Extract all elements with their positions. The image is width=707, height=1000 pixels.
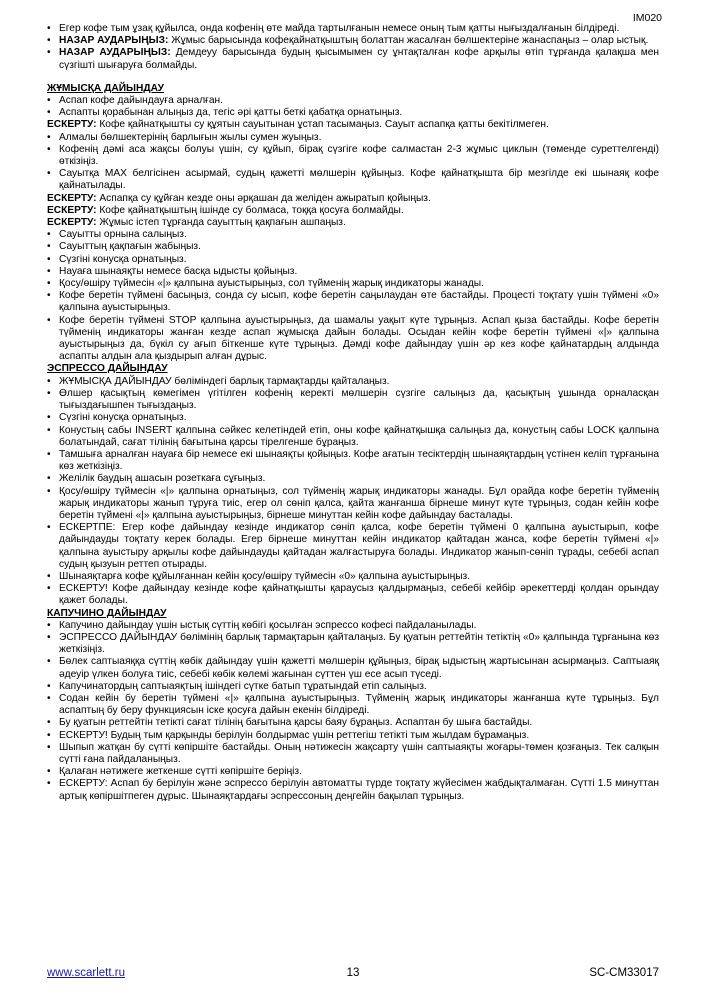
page-number: 13: [346, 967, 360, 979]
item-text: Аспапқа су құйған кезде оны әрқашан да желіден ажыратып қойыңыз.: [96, 192, 431, 204]
list-item: [47, 425, 659, 449]
item-text: ЖҰМЫСҚА ДАЙЫНДАУ бөліміндегі барлық тармақтарды қайталаңыз.: [59, 375, 390, 387]
list-item: [47, 583, 659, 607]
item-text: ЕСКЕРТУ: Аспап бу берілуін және эспрессо берілуін автоматты түрде тоқтату жүйесімен жабдықталмаған. Сүтті 1.5 минуттан артық көпіршітпеген дұрыс. Шынаяқтардағы эспрессоның деңгейін бақылап тұрыңыз.: [59, 778, 659, 802]
item-text: ЕСКЕРТУ! Будың тым қарқынды берілуін болдырмас үшін реттегіш тетікті тым жылдам бұрамаңыз.: [59, 729, 530, 741]
list-item: [47, 23, 659, 35]
model-code: IM020: [632, 12, 662, 24]
item-text: Науаға шынаяқты немесе басқа ыдысты қойыңыз.: [59, 265, 298, 277]
list-item: [47, 278, 659, 290]
list-item: [47, 571, 659, 583]
list-item: [47, 632, 659, 656]
item-text: Өлшер қасықтың көмегімен үгітілген кофенің керекті мөлшерін сүзгіге салыңыз да, қасықтың ұшында орналасқан тығыздағышпен тығыздаңыз.: [59, 387, 659, 412]
item-text: Бөлек саптыаяққа сүттің көбік дайындау үшін қажетті мөлшерін құйыңыз, бірақ ыдыстың жартысынан асырмаңыз. Саптыаяқ әдеуір үлкен болуға тиіс, себебі көбік көлемі жағынан сүттен үш есе асып түседі.: [59, 656, 659, 680]
item-text: Капучинатордың саптыаяқтың ішіндегі сүтке батып тұратындай етіп салыңыз.: [59, 680, 427, 692]
list-item: [47, 681, 659, 693]
item-text: Содан кейін бу беретін түймені «|» қалпына ауыстырыңыз. Түйменің жарық индикаторы жанғанша күте тұрыңыз. Бұл аспаптың бу беру функциясын іске қосуға дайын екенін білдіреді.: [59, 692, 659, 717]
item-text: Тамшыға арналған науаға бір немесе екі шынаяқты қойыңыз. Кофе ағатын тесіктердің шынаяқтардың үстінен келіп тұрғанына көз жеткізіңіз.: [59, 448, 659, 473]
warning-label: ЕСКЕРТУ:: [47, 192, 97, 204]
section-heading: ЖҰМЫСҚА ДАЙЫНДАУ: [47, 82, 164, 94]
item-text: Алмалы бөлшектерінің барлығын жылы сумен жуыңыз.: [59, 131, 322, 143]
item-text: Шынаяқтарға кофе құйылғаннан кейін қосу/өшіру түймесін «0» қалпына ауыстырыңыз.: [59, 570, 471, 582]
list-item: [47, 522, 659, 571]
item-text: Сауытты орнына салыңыз.: [59, 229, 187, 241]
list-item: [47, 730, 659, 742]
list-item: [47, 766, 659, 778]
item-text: Сауыттың қақпағын жабыңыз.: [59, 241, 201, 253]
document-code: SC-CM33017: [589, 967, 659, 979]
note-paragraph: [47, 119, 659, 131]
list-item: [47, 486, 659, 523]
list-item: [47, 620, 659, 632]
list-item: [47, 742, 659, 766]
item-text: ЕСКЕРТУ! Кофе дайындау кезінде кофе қайнатқышты қараусыз қалдырмаңыз, себебі кейбір әрекеттерді қолдан орындау қажет болады.: [59, 583, 659, 607]
list-item: [47, 266, 659, 278]
note-paragraph: [47, 193, 659, 205]
list-item: [47, 241, 659, 253]
section-heading: КАПУЧИНО ДАЙЫНДАУ: [47, 607, 167, 619]
item-text: Қосу/өшіру түймесін «|» қалпына ауыстырыңыз, сол түйменің жарық индикаторы жанады.: [59, 278, 484, 290]
item-text: Қосу/өшіру түймесін «|» қалпына орнатыңыз, сол түйменің жарық индикаторы жанады. Бұл орайда кофе беретін түйменің жарық индикаторы жанып тұруға тиіс, егер ол сөніп қалса, қайта жанғанша бірнеше минут күте тұрыңыз, содан кейін кофе беретін түймені «|» қалпына ауыстырыңыз, бірнеше минуттан кейін кофе дайындау басталады.: [59, 485, 659, 521]
item-text: Аспапты қорабынан алыңыз да, тегіс әрі қатты беткі қабатқа орнатыңыз.: [59, 107, 403, 119]
website-link[interactable]: www.scarlett.ru: [47, 967, 125, 979]
item-text: Сауытқа MAX белгісінен асырмай, судың қажетті мөлшерін құйыңыз. Кофе қайнатқышта бір мезгілде екі шынаяқ кофе қайнатылады.: [59, 168, 659, 192]
list-item: [47, 254, 659, 266]
list-item: [47, 168, 659, 192]
item-text: Бу қуатын реттейтін тетікті сағат тілінің бағытына қарсы баяу бұраңыз. Аспаптан бу шыға бастайды.: [59, 717, 533, 729]
item-text: Демдеуу барысында будың қысымымен су ұнтақталған кофе арқылы өтіп тұрғанда қалақша мен сүзгішті шығаруға болмайды.: [59, 47, 660, 71]
warning-label: ЕСКЕРТУ:: [47, 204, 97, 216]
note-paragraph: [47, 217, 659, 229]
item-text: Қалаған нәтижеге жеткенше сүтті көпіршіте беріңіз.: [59, 766, 302, 778]
list-item: [47, 449, 659, 473]
item-text: Кофе қайнатқыштың ішінде су болмаса, тоққа қосуға болмайды.: [96, 204, 404, 216]
item-text: Желілік баудың ашасын розеткаға сұғыңыз.: [59, 473, 266, 485]
item-text: Капучино дайындау үшін ыстық сүттің көбігі қосылған эспрессо кофесі пайдаланылады.: [59, 619, 477, 631]
list-item: [47, 47, 659, 71]
item-text: Кофенің дәмі аса жақсы болуы үшін, су құйып, бірақ сүзгіге кофе салмастан 2-3 жұмыс циклын (төменде суреттелгенді) өткізіңіз.: [59, 143, 659, 168]
list-item: [47, 388, 659, 412]
item-text: Жұмыс барысында кофеқайнатқыштың болаттан жасалған бөлшектеріне жанаспаңыз – олар ыстық.: [168, 35, 649, 47]
list-item: [47, 376, 659, 388]
item-text: ЕСКЕРТПЕ: Егер кофе дайындау кезінде индикатор сөніп қалса, кофе беретін түймені 0 қалпына ауыстырып, кофе дайындауды тоқтату керек болады. Егер бірнеше минуттан кейін индикатор қайтадан жанса, кофе беретін түймені «|» қалпына ауыстыру арқылы кофе дайындауды қайтадан жалғастыруға болады. Индикатор жанып-сөніп тұрады, себебі аспап судың қызуын реттеп отырады.: [59, 522, 659, 570]
item-text: ЭСПРЕССО ДАЙЫНДАУ бөлімінің барлық тармақтарын қайталаңыз. Бу қуатын реттейтін тетіктің «0» қалпында тұрғанына көз жеткізіңіз.: [59, 631, 659, 656]
list-item: [47, 132, 659, 144]
item-text: Кофе беретін түймені басыңыз, сонда су ысып, кофе беретін саңылаудан өте бастайды. Процесті тоқтату үшін түймені «0» қалпына ауыстырыңыз.: [59, 290, 659, 314]
document-body: [47, 23, 659, 803]
list-item: [47, 778, 659, 802]
item-text: Сүзгіні конусқа орнатыңыз.: [59, 253, 187, 265]
item-text: Кофе қайнатқышты су құятын сауытынан ұстап тасымаңыз. Сауыт аспапқа қатты бекітілмеген.: [96, 119, 549, 131]
list-item: [47, 144, 659, 168]
list-item: [47, 412, 659, 424]
list-item: [47, 290, 659, 314]
item-text: Аспап кофе дайындауға арналған.: [59, 95, 223, 107]
item-text: Сүзгіні конусқа орнатыңыз.: [59, 412, 187, 424]
item-text: Конустың сабы INSERT қалпына сәйкес келетіндей етіп, оны кофе қайнатқышқа салыңыз да, конустың сабы LOCK қалпына болатындай, сағат тілінің бағытына қарсы тірелгенше бұраңыз.: [59, 424, 659, 448]
list-item: [47, 717, 659, 729]
list-item: [47, 229, 659, 241]
warning-label: ЕСКЕРТУ:: [47, 217, 97, 229]
list-item: [47, 95, 659, 107]
list-item: [47, 315, 659, 364]
item-text: Жұмыс істеп тұрғанда сауыттың қақпағын ашпаңыз.: [96, 217, 346, 229]
warning-label: ЕСКЕРТУ:: [47, 119, 97, 131]
list-item: [47, 656, 659, 680]
item-text: Шыпып жатқан бу сүтті көпіршіте бастайды. Оның нәтижесін жақсарту үшін саптыаяқты жоғары-төмен қозғаңыз. Тек салқын сүтті ғана пайдаланыңыз.: [59, 741, 659, 765]
list-item: [47, 35, 659, 47]
section-heading: ЭСПРЕССО ДАЙЫНДАУ: [47, 363, 168, 375]
warning-label: НАЗАР АУДАРЫҢЫЗ:: [59, 47, 171, 59]
list-item: [47, 473, 659, 485]
item-text: Егер кофе тым ұзақ құйылса, онда кофенің өте майда тартылғанын немесе оның тым қатты нығыздалғанын білдіреді.: [59, 23, 620, 34]
list-item: [47, 693, 659, 717]
warning-label: НАЗАР АУДАРЫҢЫЗ:: [59, 35, 169, 47]
note-paragraph: [47, 205, 659, 217]
page-footer: [47, 967, 659, 981]
item-text: Кофе беретін түймені STOP қалпына ауыстырыңыз, да шамалы уақыт күте тұрыңыз. Аспап қыза бастайды. Кофе беретін түйменің индикаторы жанған кезде аспап жұмысқа дайын болады. Осыдан кейін кофе беретін түймені «|» қалпына ауыстырыңыз да, бүкіл су ағып біткенше күте тұрыңыз. Дәмді кофе дайындау үшін әр кез кофе қайнатардың алдында аспапты алдын ала қыздырып алған дұрыс.: [59, 314, 659, 363]
list-item: [47, 107, 659, 119]
